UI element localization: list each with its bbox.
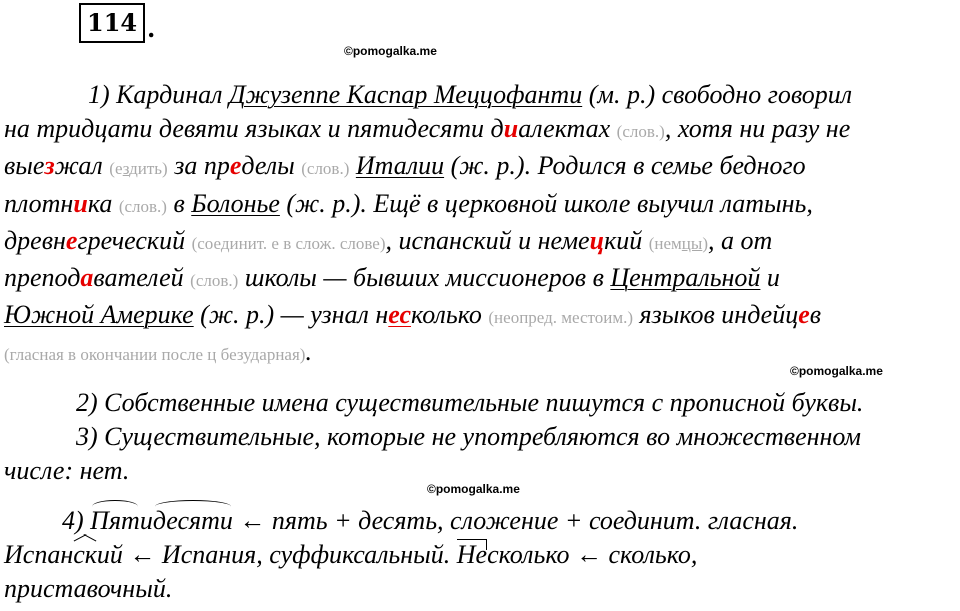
line: 2) Собственные имена существительные пишутся с прописной буквы. [76,388,864,417]
line: числе: нет. [4,456,130,486]
exercise-number [79,3,145,43]
hint: (ездить) [109,159,168,179]
hint: (слов.) [616,122,665,142]
proper-name: Джузеппе Каспар Меццофанти [228,80,583,109]
paragraph-2 [4,386,954,420]
line: выезжал (ездить) за пределы (слов.) Италии (ж. р.). Родился в семье бедного [4,151,806,181]
watermark: ©pomogalka.me [427,482,520,496]
connecting-vowel: и [139,506,153,535]
proper-name: Болонье [191,188,280,218]
paragraph-3 [4,420,954,488]
highlight-letter: и [503,114,519,144]
proper-name: Италии [355,151,445,181]
hint: (соединит. е в слож. слове) [191,233,386,253]
paragraph-1 [4,78,954,373]
highlight-letter: ц [589,225,605,255]
proper-name: Южной Америке [4,300,194,330]
watermark: ©pomogalka.me [344,44,437,58]
line: 4) Пятидесяти ← пять + десять, сложение + соединит. гласная. [4,504,954,538]
line: на тридцати девяти языках и пятидесяти диалектах (слов.), хотя ни разу не [4,114,851,144]
line: Испан ский ← Испания, суффиксальный. Несколько ← сколько, [4,538,954,572]
prefix-mark: Не [456,540,488,570]
line: 1) Кардинал Джузеппе Каспар Меццофанти (м. р.) свободно говорил [88,80,853,109]
line: приставочный. [4,574,173,604]
highlight-letter: ес [388,300,412,330]
highlight-letter: е [229,151,242,181]
highlight-letter: и [73,188,88,218]
proper-name: Центральной [610,263,761,293]
suffix-mark: ск [73,538,97,572]
hint: (слов.) [190,271,239,291]
line: Южной Америке (ж. р.) — узнал несколько (неопред. местоим.) языков индейцев [4,300,822,330]
hint: (неопред. местоим.) [488,308,634,328]
hint: (слов.) [301,159,350,179]
root-arc: Пят [90,504,140,538]
hint: (немцы) [648,233,708,253]
exercise-number-dot: . [147,14,156,43]
root-arc: десяти [153,504,233,538]
exercise-number-text: 114 [87,8,138,37]
line: преподавателей (слов.) школы — бывших миссионеров в Центральной и [4,263,780,293]
highlight-letter: а [80,263,94,293]
hint: (слов.) [118,196,167,216]
line: древнегреческий (соединит. е в слож. слове), испанский и немецкий (немцы), а от [4,225,773,255]
line: 3) Существительные, которые не употребляются во множественном [76,422,862,451]
watermark: ©pomogalka.me [790,364,883,378]
highlight-letter: е [798,300,810,330]
line: (гласная в окончании после ц безударная). [4,337,312,367]
highlight-letter: з [44,151,55,181]
hint: (гласная в окончании после ц безударная) [4,345,306,365]
highlight-letter: е [65,225,78,255]
line: плотника (слов.) в Болонье (ж. р.). Ещё в церковной школе выучил латынь, [4,188,813,218]
paragraph-4 [4,504,954,607]
